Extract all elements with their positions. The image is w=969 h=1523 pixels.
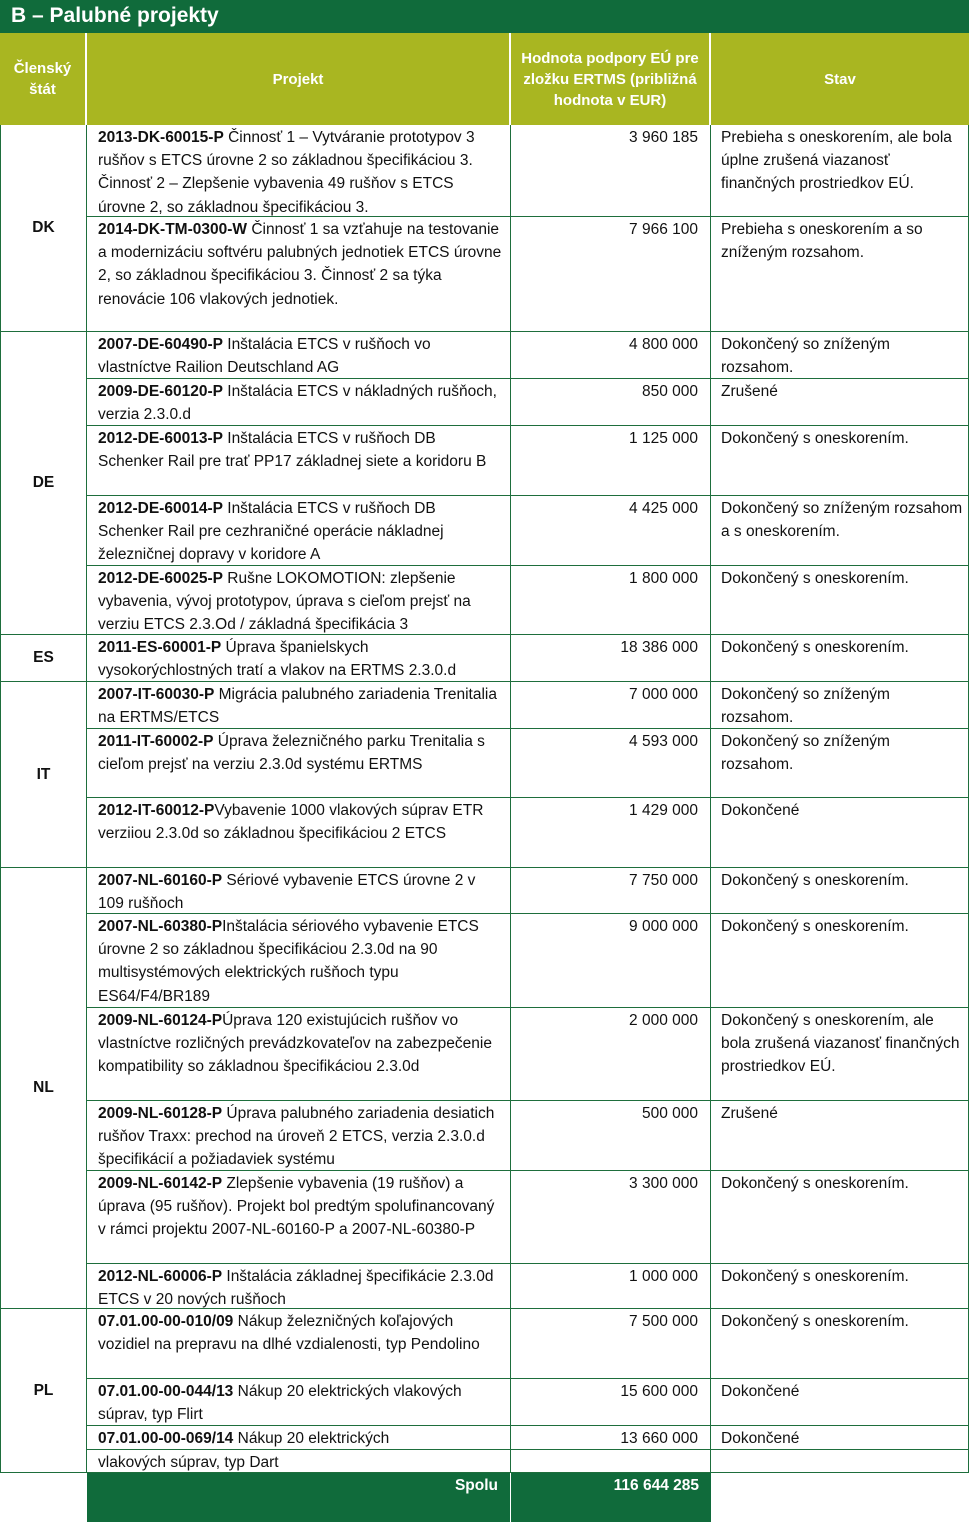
project-description: vlakových súprav, typ Dart [98,1454,279,1471]
project-cell [87,798,511,868]
project-code: 2012-DE-60014-P [98,500,223,517]
project-cell [87,125,511,217]
amount-cell: 3 960 185 [511,125,711,217]
status-cell: Dokončený so zníženým rozsahom. [711,332,969,379]
status-cell: Dokončený so zníženým rozsahom. [711,729,969,798]
project-description: Nákup 20 elektrických [233,1430,390,1447]
country-cell: DE [0,332,87,635]
project-description: Vybavenie 1000 vlakových súprav ETR verziiou 2.3.0d so základnou špecifikáciou 2 ETCS [98,802,484,843]
project-code: 2012-DE-60013-P [98,430,223,447]
amount-cell: 4 593 000 [511,729,711,798]
project-description: Migrácia palubného zariadenia Trenitalia na ERTMS/ETCS [98,686,497,727]
total-amount: 116 644 285 [511,1473,711,1522]
project-cell [87,914,511,1008]
project-cell [87,426,511,496]
project-cell [87,1264,511,1309]
project-description: Inštalácia ETCS v rušňoch DB Schenker Rail pre cezhraničné operácie nákladnej železničnej dopravy v koridore A [98,500,444,564]
status-cell: Prebieha s oneskorením, ale bola úplne zrušená viazanosť finančných prostriedkov EÚ. [711,125,969,217]
project-code: 2007-NL-60160-P [98,872,223,889]
header-amount: Hodnota podpory EÚ pre zložku ERTMS (približná hodnota v EUR) [511,33,711,125]
project-description: Zlepšenie vybavenia (19 rušňov) a úprava (95 rušňov). Projekt bol predtým spolufinancovaný v rámci projektu 2007-NL-60160-P a 2007-NL-60380-P [98,1175,495,1239]
country-cell: NL [0,868,87,1309]
project-description: Inštalácia ETCS v nákladných rušňoch, verzia 2.3.0.d [98,383,497,424]
project-description: Činnosť 1 – Vytváranie prototypov 3 rušňov s ETCS úrovne 2 so základnou špecifikáciou 3. Činnosť 2 – Zlepšenie vybavenia 49 rušňov s ETCS úrovne 2, so základnou špecifikáciou 3. [98,129,475,216]
project-cell [87,332,511,379]
project-code: 2009-DE-60120-P [98,383,223,400]
table-title: B – Palubné projekty [0,0,969,33]
project-cell [87,1309,511,1379]
country-cell: DK [0,125,87,332]
project-code: 2012-DE-60025-P [98,570,223,587]
project-description: Nákup 20 elektrických vlakových súprav, typ Flirt [98,1383,462,1424]
country-cell: ES [0,635,87,682]
status-cell: Dokončený s oneskorením. [711,566,969,635]
status-cell: Dokončený s oneskorením. [711,426,969,496]
project-code: 07.01.00-00-010/09 [98,1313,234,1330]
status-cell: Dokončený s oneskorením. [711,1309,969,1379]
country-cell: IT [0,682,87,868]
project-cell [87,682,511,729]
amount-cell: 7 000 000 [511,682,711,729]
status-cell: Zrušené [711,379,969,426]
total-label: Spolu [87,1473,511,1522]
project-description: Nákup železničných koľajových vozidiel na prepravu na dlhé vzdialenosti, typ Pendolino [98,1313,480,1354]
project-cell [87,868,511,914]
status-cell: Dokončený s oneskorením. [711,1264,969,1309]
project-code: 2014-DK-TM-0300-W [98,221,248,238]
project-description: Inštalácia ETCS v rušňoch DB Schenker Rail pre trať PP17 základnej siete a koridoru B [98,430,487,471]
project-cell [87,1101,511,1171]
project-cell [87,1426,511,1450]
project-cell [87,217,511,332]
project-code: 2007-DE-60490-P [98,336,223,353]
status-cell: Zrušené [711,1101,969,1171]
project-description: Úprava palubného zariadenia desiatich rušňov Traxx: prechod na úroveň 2 ETCS, verzia 2.3.0.d špecifikácií a požiadaviek systému [98,1105,495,1169]
project-cell [87,1379,511,1426]
project-code: 2009-NL-60128-P [98,1105,223,1122]
project-code: 2009-NL-60124-P [98,1012,223,1029]
project-code: 2012-NL-60006-P [98,1268,223,1285]
amount-cell: 500 000 [511,1101,711,1171]
status-cell: Dokončený so zníženým rozsahom. [711,682,969,729]
project-description: Činnosť 1 sa vzťahuje na testovanie a modernizáciu softvéru palubných jednotiek ETCS úrovne 2, so základnou špecifikáciou 3. Činnosť 2 sa týka renovácie 106 vlakových jednotiek. [98,221,502,308]
amount-cell: 7 500 000 [511,1309,711,1379]
amount-cell [511,1450,711,1473]
amount-cell: 18 386 000 [511,635,711,682]
amount-cell: 7 966 100 [511,217,711,332]
project-code: 2009-NL-60142-P [98,1175,223,1192]
status-cell: Dokončený s oneskorením. [711,868,969,914]
status-cell: Dokončený s oneskorením. [711,1171,969,1264]
project-description: Úprava železničného parku Trenitalia s cieľom prejsť na verziu 2.3.0d systému ERTMS [98,733,485,774]
project-cell [87,1171,511,1264]
status-cell: Dokončené [711,1426,969,1450]
project-code: 2012-IT-60012-P [98,802,215,819]
project-description: Inštalácia základnej špecifikácie 2.3.0d ETCS v 20 nových rušňoch [98,1268,494,1309]
project-description: Inštalácia ETCS v rušňoch vo vlastníctve Railion Deutschland AG [98,336,431,377]
status-cell: Dokončené [711,798,969,868]
header-country: Členský štát [0,33,87,125]
project-code: 07.01.00-00-044/13 [98,1383,234,1400]
amount-cell: 1 000 000 [511,1264,711,1309]
project-code: 2011-IT-60002-P [98,733,214,750]
status-cell: Dokončený so zníženým rozsahom a s oneskorením. [711,496,969,566]
project-code: 2007-IT-60030-P [98,686,215,703]
amount-cell: 15 600 000 [511,1379,711,1426]
project-cell [87,496,511,566]
country-cell: PL [0,1309,87,1473]
status-cell: Dokončené [711,1379,969,1426]
header-status: Stav [711,33,969,125]
amount-cell: 1 800 000 [511,566,711,635]
header-project: Projekt [87,33,511,125]
project-cell [87,635,511,682]
status-cell: Dokončený s oneskorením. [711,914,969,1008]
amount-cell: 1 125 000 [511,426,711,496]
amount-cell: 4 800 000 [511,332,711,379]
amount-cell: 7 750 000 [511,868,711,914]
project-code: 07.01.00-00-069/14 [98,1430,234,1447]
status-cell: Dokončený s oneskorením, ale bola zrušená viazanosť finančných prostriedkov EÚ. [711,1008,969,1101]
amount-cell: 4 425 000 [511,496,711,566]
project-description: Inštalácia sériového vybavenie ETCS úrovne 2 so základnou špecifikáciou 2.3.0d na 90 multisystémových elektrických rušňoch typu ES64/F4/BR189 [98,918,479,1005]
project-description: Úprava španielskych vysokorýchlostných tratí a vlakov na ERTMS 2.3.0.d [98,639,457,680]
project-code: 2007-NL-60380-P [98,918,223,935]
amount-cell: 2 000 000 [511,1008,711,1101]
project-cell [87,729,511,798]
amount-cell: 1 429 000 [511,798,711,868]
amount-cell: 850 000 [511,379,711,426]
status-cell: Prebieha s oneskorením a so zníženým rozsahom. [711,217,969,332]
status-cell [711,1450,969,1473]
project-description: Rušne LOKOMOTION: zlepšenie vybavenia, vývoj prototypov, úprava s cieľom prejsť na verziu ETCS 2.3.Od / základná špecifikácia 3 [98,570,471,634]
project-code: 2011-ES-60001-P [98,639,222,656]
project-cell [87,379,511,426]
project-description: Úprava 120 existujúcich rušňov vo vlastníctve rozličných prevádzkovateľov na zabezpečenie kompatibility so základnou špecifikáciou 2.3.0d [98,1012,492,1076]
amount-cell: 13 660 000 [511,1426,711,1450]
amount-cell: 9 000 000 [511,914,711,1008]
amount-cell: 3 300 000 [511,1171,711,1264]
status-cell: Dokončený s oneskorením. [711,635,969,682]
project-cell [87,1008,511,1101]
project-cell [87,1450,511,1473]
project-description: Sériové vybavenie ETCS úrovne 2 v 109 rušňoch [98,872,476,913]
project-cell [87,566,511,635]
project-code: 2013-DK-60015-P [98,129,224,146]
